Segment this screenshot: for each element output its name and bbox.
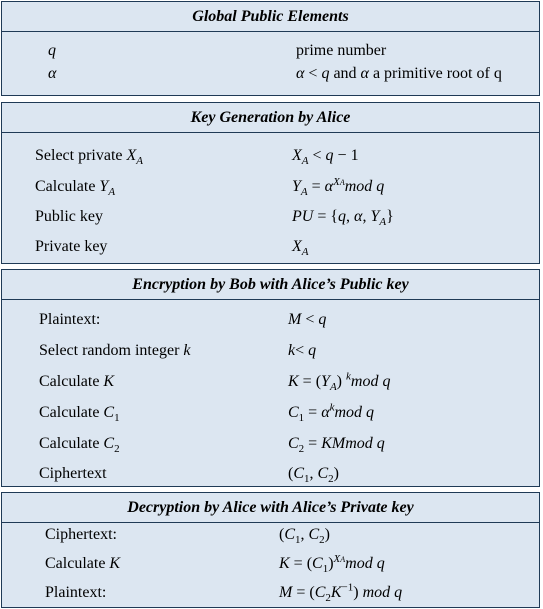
global-public-elements-box <box>1 1 540 96</box>
decryption-box <box>1 492 540 608</box>
row-formula: $X_A < q - 1$ <box>292 147 359 168</box>
row-label: Plaintext: <box>45 584 107 601</box>
row-label: Plaintext: <box>39 311 101 328</box>
row-label: Calculate $Y_A$ <box>35 178 116 199</box>
row-formula: ($C_1$, $C_2$) <box>279 526 330 547</box>
section-title: Decryption by Alice with Alice’s Private key <box>2 493 539 523</box>
key-generation-box <box>1 102 540 264</box>
row-label: α <box>48 65 57 82</box>
row-formula: M < q <box>288 311 327 328</box>
row-label: Public key <box>35 208 103 225</box>
row-formula: $M = (C_2K^{-1})$ mod q <box>279 581 403 605</box>
section-title: Encryption by Bob with Alice’s Public key <box>2 270 539 300</box>
row-value: prime number <box>296 42 387 59</box>
row-value: α < q and α a primitive root of q <box>296 65 502 82</box>
row-formula: PU = {q, α, $Y_A$} <box>292 208 394 229</box>
row-formula: $X_A$ <box>292 238 309 259</box>
row-label: Private key <box>35 238 108 255</box>
row-label: Ciphertext <box>39 465 107 482</box>
row-formula: ($C_1$, $C_2$) <box>288 465 339 486</box>
row-formula: $K = (C_1)^{XA}mod$ q <box>279 552 385 576</box>
row-label: Select private $X_A$ <box>35 147 144 168</box>
row-label: Select random integer k <box>39 342 191 359</box>
section-title: Key Generation by Alice <box>2 103 539 133</box>
row-label: Calculate K <box>39 373 115 390</box>
row-formula: $Y_A = \alpha^{XA}mod$ q <box>292 175 385 199</box>
row-formula: k< q <box>288 342 317 359</box>
row-formula: $C_2$ = KMmod q <box>288 435 385 456</box>
row-label: Calculate $C_1$ <box>39 404 120 425</box>
section-title: Global Public Elements <box>2 2 539 32</box>
row-label: Calculate $C_2$ <box>39 435 120 456</box>
encryption-box <box>1 269 540 487</box>
row-label: Calculate K <box>45 555 121 572</box>
row-label: Ciphertext: <box>45 526 117 543</box>
row-formula: $C_1 = \alpha^kmod$ q <box>288 401 375 425</box>
row-formula: $K = (Y_A)$ $^k$mod q <box>288 370 391 394</box>
row-label: q <box>48 42 56 59</box>
